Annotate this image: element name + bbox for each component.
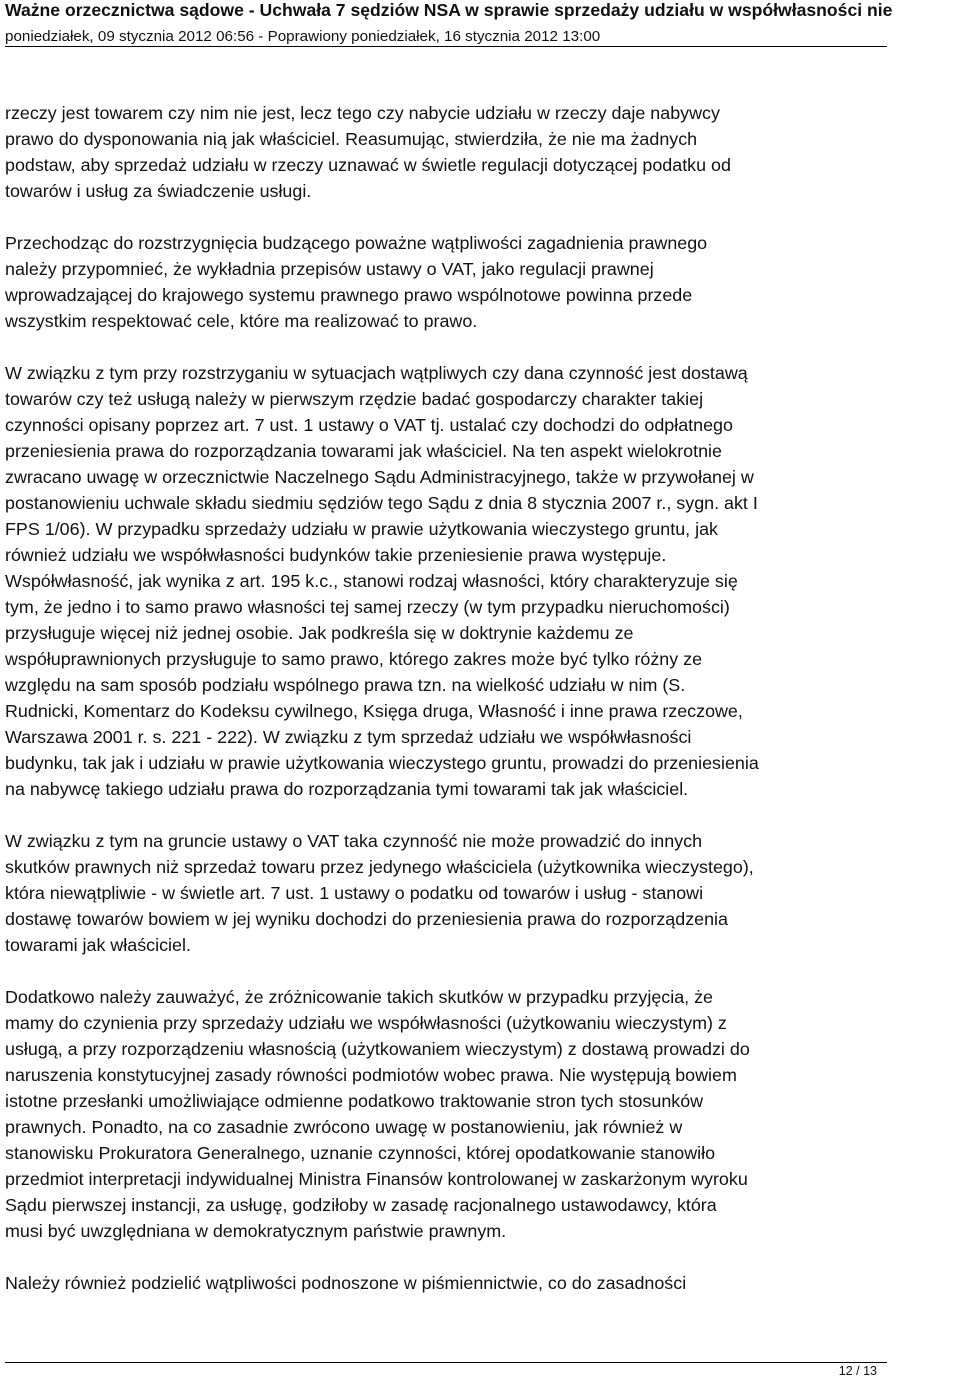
paragraph: rzeczy jest towarem czy nim nie jest, lecz tego czy nabycie udziału w rzeczy daje nabywcy prawo do dysponowania nią jak właściciel. Reasumując, stwierdziła, że nie ma żadnych podstaw, aby sprzedaż udziału w rzeczy uznawać w świetle regulacji dotyczącej podatku od towarów i usług za świadczenie usługi. — [5, 103, 731, 201]
page-number: 12 / 13 — [838, 1364, 877, 1378]
paragraph: W związku z tym przy rozstrzyganiu w sytuacjach wątpliwych czy dana czynność jest dostawą towarów czy też usługą należy w pierwszym rzędzie badać gospodarczy charakter takiej czynności opisany poprzez art. 7 ust. 1 ustawy o VAT tj. ustalać czy dochodzi do odpłatnego przeniesienia prawa do rozporządzania towarami jak właściciel. Na ten aspekt wielokrotnie zwracano uwagę w orzecznictwie Naczelnego Sądu Administracyjnego, także w przywołanej w postanowieniu uchwale składu siedmiu sędziów tego Sądu z dnia 8 stycznia 2007 r., sygn. akt I FPS 1/06). W przypadku sprzedaży udziału w prawie użytkowania wieczystego gruntu, jak również udziału we współwłasności budynków takie przeniesienie prawa występuje. Współwłasność, jak wynika z art. 195 k.c., stanowi rodzaj własności, który charakteryzuje się tym, że jedno i to samo prawo własności tej samej rzeczy (w tym przypadku nieruchomości) przysługuje więcej niż jednej osobie. Jak podkreśla się w doktrynie każdemu ze współuprawnionych przysługuje to samo prawo, którego zakres może być tylko różny ze względu na sam sposób podziału wspólnego prawa tzn. na wielkość udziału w nim (S. Rudnicki, Komentarz do Kodeksu cywilnego, Księga druga, Własność i inne prawa rzeczowe, Warszawa 2001 r. s. 221 - 222). W związku z tym sprzedaż udziału we współwłasności budynku, tak jak i udziału w prawie użytkowania wieczystego gruntu, prowadzi do przeniesienia na nabywcę takiego udziału prawa do rozporządzania tymi towarami tak jak właściciel. — [5, 363, 759, 799]
document-meta: poniedziałek, 09 stycznia 2012 06:56 - Poprawiony poniedziałek, 16 stycznia 2012 13:00 — [5, 28, 601, 45]
document-body — [5, 100, 955, 1322]
document-title: Ważne orzecznictwa sądowe - Uchwała 7 sędziów NSA w sprawie sprzedaży udziału w współwłasności nie — [5, 0, 893, 20]
header-divider — [5, 46, 887, 47]
footer-divider — [5, 1362, 887, 1363]
paragraph: Przechodząc do rozstrzygnięcia budzącego poważne wątpliwości zagadnienia prawnego należy przypomnieć, że wykładnia przepisów ustawy o VAT, jako regulacji prawnej wprowadzającej do krajowego systemu prawnego prawo wspólnotowe powinna przede wszystkim respektować cele, które ma realizować to prawo. — [5, 233, 708, 331]
paragraph: Dodatkowo należy zauważyć, że zróżnicowanie takich skutków w przypadku przyjęcia, że mamy do czynienia przy sprzedaży udziału we współwłasności (użytkowaniu wieczystym) z usługą, a przy rozporządzeniu własnością (użytkowaniem wieczystym) z dostawą prowadzi do naruszenia konstytucyjnej zasady równości podmiotów wobec prawa. Nie występują bowiem istotne przesłanki umożliwiające odmienne podatkowo traktowanie stron tych stosunków prawnych. Ponadto, na co zasadnie zwrócono uwagę w postanowieniu, jak również w stanowisku Prokuratora Generalnego, uznanie czynności, której opodatkowanie stanowiło przedmiot interpretacji indywidualnej Ministra Finansów kontrolowanej w zaskarżonym wyroku Sądu pierwszej instancji, za usługę, godziłoby w zasadę racjonalnego ustawodawcy, która musi być uwzględniana w demokratycznym państwie prawnym. — [5, 987, 750, 1241]
page-header — [5, 0, 960, 47]
paragraph: Należy również podzielić wątpliwości podnoszone w piśmiennictwie, co do zasadności — [5, 1273, 687, 1293]
paragraph: W związku z tym na gruncie ustawy o VAT taka czynność nie może prowadzić do innych skutków prawnych niż sprzedaż towaru przez jedynego właściciela (użytkownika wieczystego), która niewątpliwie - w świetle art. 7 ust. 1 ustawy o podatku od towarów i usług - stanowi dostawę towarów bowiem w jej wyniku dochodzi do przeniesienia prawa do rozporządzenia towarami jak właściciel. — [5, 831, 754, 955]
